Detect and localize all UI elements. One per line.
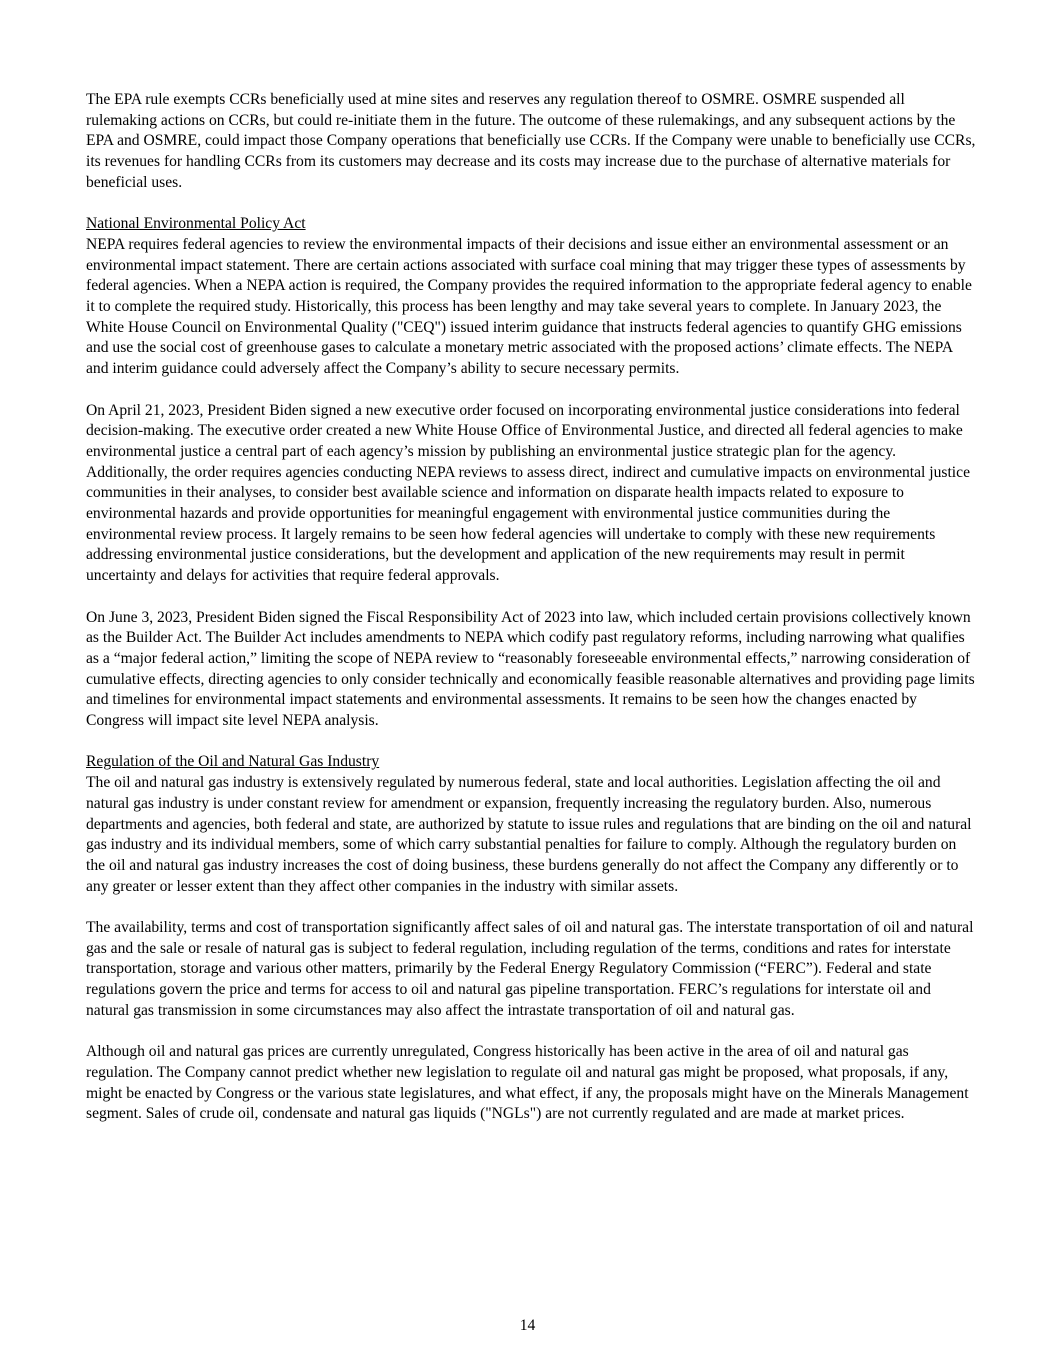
paragraph-oil-gas-regulated: The oil and natural gas industry is extensively regulated by numerous federal, state and local authorities. Legislation affecting the oil and natural gas industry is under constant review for amendment or expansion, frequently increasing the regulatory burden. Also, numerous departments and agencies, both federal and state, are authorized by statute to issue rules and regulations that are binding on the oil and natural gas industry and its individual members, some of which carry substantial penalties for failure to comply. Although the regulatory burden on the oil and natural gas industry increases the cost of doing business, these burdens generally do not affect the Company any differently or to any greater or lesser extent than they affect other companies in the industry with similar assets. — [86, 774, 972, 895]
section-heading-nepa: National Environmental Policy Act — [86, 215, 306, 233]
section-heading-oil-gas: Regulation of the Oil and Natural Gas Industry — [86, 753, 380, 771]
paragraph-builder-act: On June 3, 2023, President Biden signed the Fiscal Responsibility Act of 2023 into law, which included certain provisions collectively known as the Builder Act. The Builder Act includes amendments to NEPA which codify past regulatory reforms, including narrowing what qualifies as a “major federal action,” limiting the scope of NEPA review to “reasonably foreseeable environmental effects,” narrowing consideration of cumulative effects, directing agencies to only consider technically and economically feasible reasonable alternatives and providing page limits and timelines for environmental impact statements and environmental assessments. It remains to be seen how the changes enacted by Congress will impact site level NEPA analysis. — [86, 608, 975, 730]
paragraph-transportation: The availability, terms and cost of transportation significantly affect sales of oil and natural gas. The interstate transportation of oil and natural gas and the sale or resale of natural gas is subject to federal regulation, including regulation of the terms, conditions and rates for interstate transportation, storage and various other matters, primarily by the Federal Energy Regulatory Commission (“FERC”). Federal and state regulations govern the price and terms for access to oil and natural gas pipeline transportation. FERC’s regulations for interstate oil and natural gas transmission in some circumstances may also affect the intrastate transportation of oil and natural gas. — [86, 919, 974, 1019]
paragraph-nepa-overview: NEPA requires federal agencies to review the environmental impacts of their decisions and issue either an environmental assessment or an environmental impact statement. There are certain actions associated with surface coal mining that may trigger these types of assessments by federal agencies. When a NEPA action is required, the Company provides the required information to the appropriate federal agency to enable it to complete the required study. Historically, this process has been lengthy and may take several years to complete. In January 2023, the White House Council on Environmental Quality ("CEQ") issued interim guidance that instructs federal agencies to quantify GHG emissions and use the social cost of greenhouse gases to calculate a monetary metric associated with the proposed actions’ climate effects. The NEPA and interim guidance could adversely affect the Company’s ability to secure necessary permits. — [86, 235, 972, 378]
paragraph-prices-unregulated: Although oil and natural gas prices are currently unregulated, Congress historically has been active in the area of oil and natural gas regulation. The Company cannot predict whether new legislation to regulate oil and natural gas might be proposed, what proposals, if any, might be enacted by Congress or the various state legislatures, and what effect, if any, the proposals might have on the Minerals Management segment. Sales of crude oil, condensate and natural gas liquids ("NGLs") are not currently regulated and are made at market prices. — [86, 1043, 969, 1123]
section-nepa — [86, 214, 976, 732]
paragraph-environmental-justice-order: On April 21, 2023, President Biden signed a new executive order focused on incorporating environmental justice considerations into federal decision-making. The executive order created a new White House Office of Environmental Justice, and directed all federal agencies to make environmental justice a central part of each agency’s mission by publishing an environmental justice strategic plan for the agency. Additionally, the order requires agencies conducting NEPA reviews to assess direct, indirect and cumulative impacts on environmental justice communities in their analyses, to consider best available science and information on disparate health impacts related to exposure to environmental hazards and provide opportunities for meaningful engagement with environmental justice communities during the environmental review process. It largely remains to be seen how federal agencies will undertake to comply with these new requirements addressing environmental justice considerations, but the development and application of the new requirements may result in permit uncertainty and delays for activities that require federal approvals. — [86, 401, 970, 585]
section-oil-gas-regulation — [86, 752, 976, 1125]
document-body — [86, 90, 976, 1146]
page-number: 14 — [519, 1317, 536, 1334]
paragraph-ccr-exemption: The EPA rule exempts CCRs beneficially used at mine sites and reserves any regulation thereof to OSMRE. OSMRE suspended all rulemaking actions on CCRs, but could re-initiate them in the future. The outcome of these rulemakings, and any subsequent actions by the EPA and OSMRE, could impact those Company operations that beneficially use CCRs. If the Company were unable to beneficially use CCRs, its revenues for handling CCRs from its customers may decrease and its costs may increase due to the purchase of alternative materials for beneficial uses. — [86, 91, 976, 191]
